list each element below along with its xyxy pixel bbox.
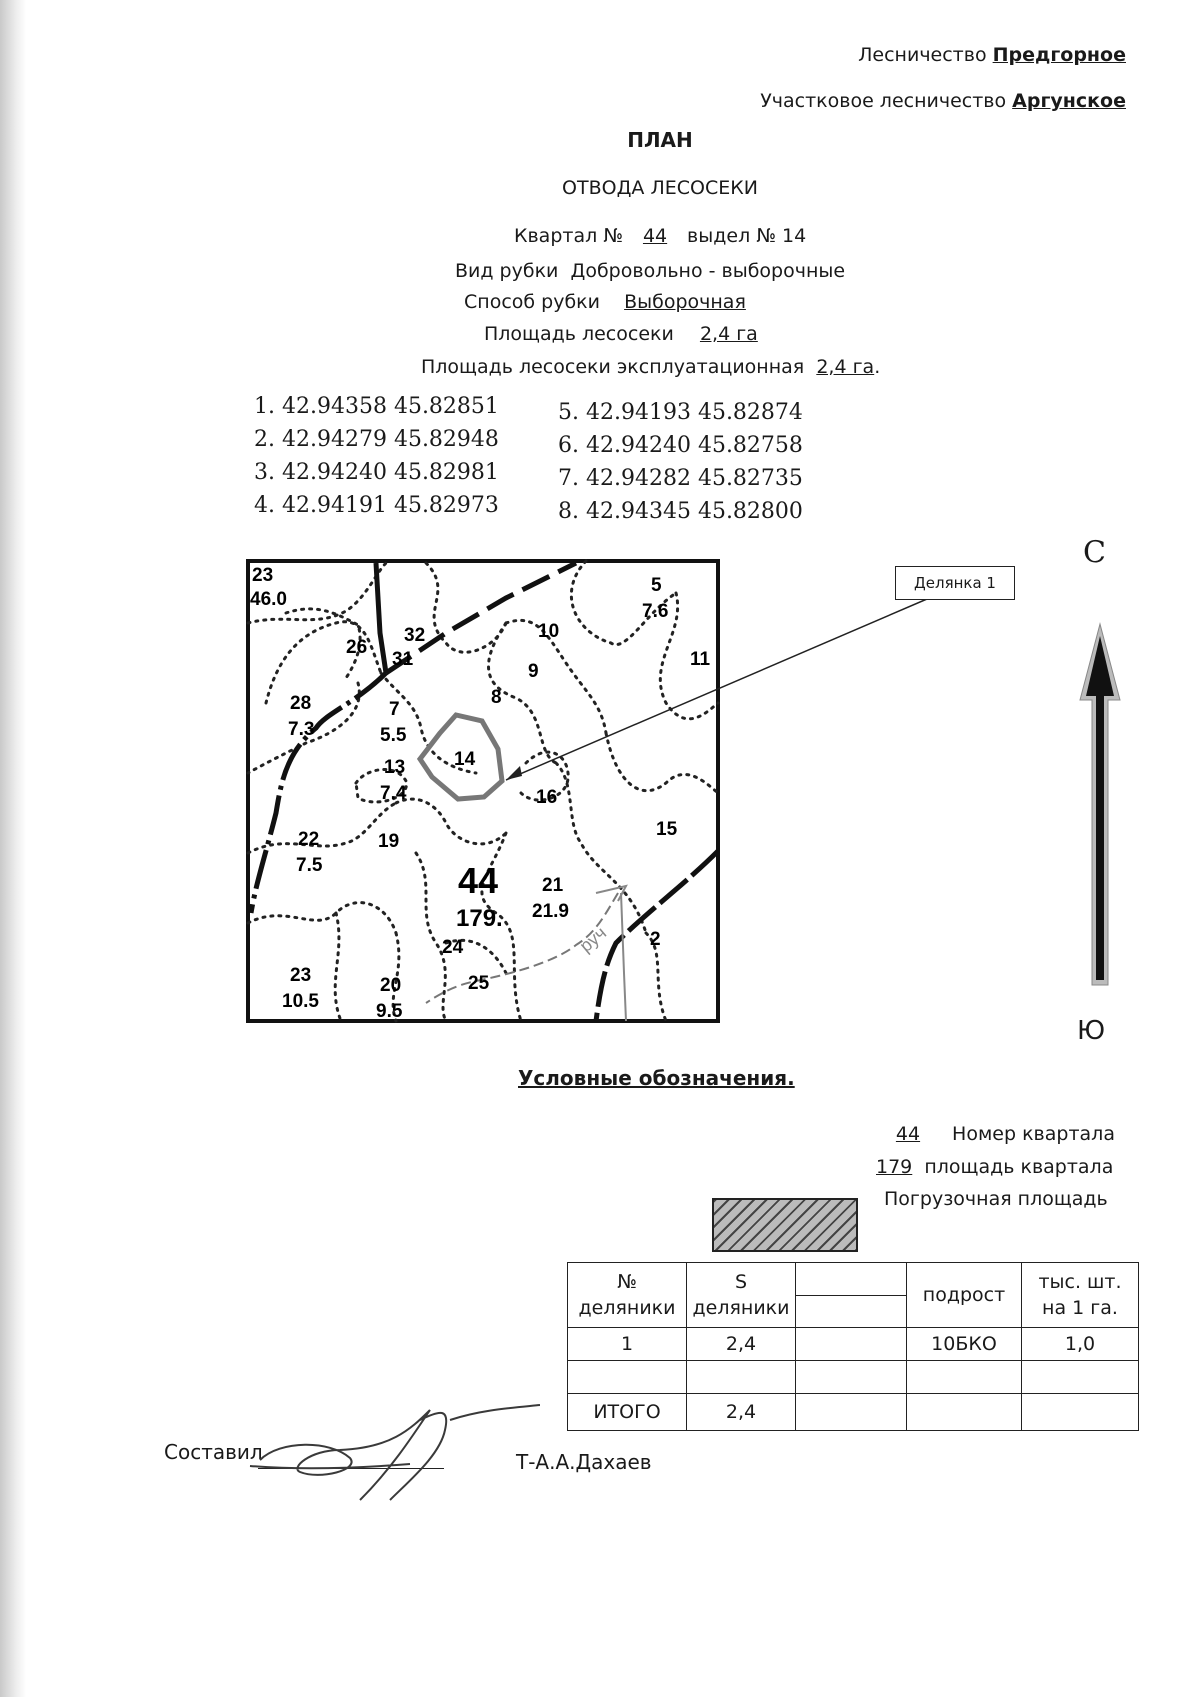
vydel-23-top-area: 46.0 bbox=[250, 589, 287, 610]
cell-empty bbox=[796, 1328, 907, 1361]
district-line bbox=[760, 90, 1126, 112]
vydel-10: 10 bbox=[538, 621, 560, 642]
kvartal-label: Квартал № bbox=[514, 225, 624, 247]
compiler-name: Т-А.А.Дахаев bbox=[516, 1450, 652, 1474]
plan-title: ПЛАН bbox=[627, 128, 693, 152]
stream-label: руч bbox=[575, 922, 611, 957]
vydel-7: 7 bbox=[389, 699, 400, 720]
legend-title: Условные обозначения. bbox=[518, 1066, 795, 1090]
cell-empty bbox=[796, 1361, 907, 1394]
vydel-21: 21 bbox=[542, 875, 564, 896]
north-arrow-icon bbox=[1070, 620, 1130, 990]
cell-empty bbox=[687, 1361, 796, 1394]
callout-leader-line bbox=[506, 596, 934, 780]
legend-quarter-number-label: Номер квартала bbox=[952, 1123, 1115, 1145]
cut-type-value: Добровольно - выборочные bbox=[570, 260, 846, 282]
coordinates-list-left bbox=[254, 394, 499, 526]
callout-box: Делянка 1 bbox=[895, 566, 1015, 600]
area-exp-line bbox=[421, 356, 880, 378]
header-plot-number-line2: деляники bbox=[578, 1297, 676, 1319]
vydel-14: 14 bbox=[454, 749, 476, 770]
coordinate-item: 2. 42.94279 45.82948 bbox=[254, 427, 499, 452]
header-empty-cell bbox=[796, 1295, 907, 1328]
forestry-label: Лесничество bbox=[858, 44, 993, 66]
cell-podrost: 10БКО bbox=[907, 1328, 1022, 1361]
table-row bbox=[568, 1328, 1139, 1361]
coordinates-list-right bbox=[558, 400, 803, 532]
header-empty-cell bbox=[796, 1263, 907, 1296]
vydel-22: 22 bbox=[298, 829, 320, 850]
header-plot-area-line1: S bbox=[734, 1271, 748, 1293]
cell-plot-area: 2,4 bbox=[687, 1328, 796, 1361]
cell-empty bbox=[796, 1394, 907, 1431]
area-exp-value: 2,4 га bbox=[816, 356, 875, 378]
table-row bbox=[568, 1361, 1139, 1394]
district-name: Аргунское bbox=[1012, 90, 1126, 112]
area-line bbox=[484, 323, 850, 345]
vydel-13-area: 7.4 bbox=[380, 783, 407, 804]
cell-plot-number: 1 bbox=[568, 1328, 687, 1361]
vydel-23-bottom: 23 bbox=[290, 965, 312, 986]
cut-type-line bbox=[455, 260, 845, 282]
cut-type-label: Вид рубки bbox=[455, 260, 559, 282]
vydel-21-area: 21.9 bbox=[532, 901, 569, 922]
coordinate-item: 1. 42.94358 45.82851 bbox=[254, 394, 499, 419]
table-total-row bbox=[568, 1394, 1139, 1431]
cell-empty bbox=[1022, 1361, 1139, 1394]
plots-table bbox=[567, 1262, 1139, 1431]
legend-item-quarter-area bbox=[876, 1156, 1113, 1178]
compass-north-label: С bbox=[1083, 535, 1106, 570]
quarter-number-label: 44 bbox=[458, 860, 499, 901]
area-exp-label: Площадь лесосеки эксплуатационная bbox=[421, 356, 805, 378]
header-plot-number-line1: № bbox=[617, 1271, 637, 1293]
vydel-20: 20 bbox=[380, 975, 402, 996]
coordinate-item: 7. 42.94282 45.82735 bbox=[558, 466, 803, 491]
header-plot-area-line2: деляники bbox=[692, 1297, 790, 1319]
area-label: Площадь лесосеки bbox=[484, 323, 674, 345]
vydel-16: 16 bbox=[536, 787, 558, 808]
vydel-23-top: 23 bbox=[252, 565, 274, 586]
legend-item-quarter-number bbox=[870, 1123, 1115, 1145]
kvartal-value: 44 bbox=[642, 225, 668, 247]
loading-area-hatch-swatch bbox=[712, 1198, 858, 1252]
cell-empty bbox=[907, 1361, 1022, 1394]
legend-quarter-area-value: 179 bbox=[876, 1156, 913, 1178]
scan-page-edge bbox=[0, 0, 26, 1697]
cell-total-area: 2,4 bbox=[687, 1394, 796, 1431]
plan-subtitle: ОТВОДА ЛЕСОСЕКИ bbox=[562, 177, 758, 199]
header-density-line1: тыс. шт. bbox=[1038, 1271, 1122, 1293]
coordinate-item: 3. 42.94240 45.82981 bbox=[254, 460, 499, 485]
coordinate-item: 5. 42.94193 45.82874 bbox=[558, 400, 803, 425]
vydel-24: 24 bbox=[442, 937, 464, 958]
vydel-15: 15 bbox=[656, 819, 678, 840]
coordinate-item: 6. 42.94240 45.82758 bbox=[558, 433, 803, 458]
forestry-line bbox=[858, 44, 1126, 66]
cut-method-label: Способ рубки bbox=[464, 291, 600, 313]
header-plot-area bbox=[687, 1263, 796, 1328]
vydel-9: 9 bbox=[528, 661, 539, 682]
coordinate-item: 8. 42.94345 45.82800 bbox=[558, 499, 803, 524]
district-label: Участковое лесничество bbox=[760, 90, 1013, 112]
kvartal-line bbox=[514, 225, 806, 247]
forestry-name: Предгорное bbox=[992, 44, 1126, 66]
compass-south-label: Ю bbox=[1077, 1016, 1106, 1046]
cell-empty bbox=[1022, 1394, 1139, 1431]
vydel-23-bottom-area: 10.5 bbox=[282, 991, 319, 1012]
cell-empty bbox=[907, 1394, 1022, 1431]
header-plot-number bbox=[568, 1263, 687, 1328]
vydel-20-area: 9.5 bbox=[376, 1001, 403, 1022]
vydel-25: 25 bbox=[468, 973, 490, 994]
vydel-22-area: 7.5 bbox=[296, 855, 323, 876]
vydel-7-area: 5.5 bbox=[380, 725, 407, 746]
vydel-5: 5 bbox=[651, 575, 662, 596]
quarter-area-label: 179. bbox=[456, 905, 503, 932]
vydel-11: 11 bbox=[690, 649, 711, 670]
cut-method-line bbox=[464, 291, 864, 313]
callout-arrowhead-icon bbox=[506, 766, 522, 780]
area-exp-dot: . bbox=[874, 356, 881, 378]
vydel-28-area: 7.3 bbox=[288, 719, 315, 740]
legend-quarter-number-value: 44 bbox=[895, 1123, 921, 1145]
vydel-13: 13 bbox=[384, 757, 406, 778]
vydel-2: 2 bbox=[650, 929, 661, 950]
coordinate-item: 4. 42.94191 45.82973 bbox=[254, 493, 499, 518]
vydel-31: 31 bbox=[392, 649, 414, 670]
table-header-row bbox=[568, 1263, 1139, 1296]
vydel-19: 19 bbox=[378, 831, 400, 852]
vydel-32: 32 bbox=[404, 625, 426, 646]
area-value: 2,4 га bbox=[699, 323, 758, 345]
compiled-by-label: Составил bbox=[164, 1440, 263, 1464]
header-density bbox=[1022, 1263, 1139, 1328]
vydel-8: 8 bbox=[491, 687, 502, 708]
cut-method-value: Выборочная bbox=[624, 291, 746, 313]
vydel-28: 28 bbox=[290, 693, 312, 714]
vydel-label: выдел № 14 bbox=[687, 225, 807, 247]
cell-density: 1,0 bbox=[1022, 1328, 1139, 1361]
header-podrost: подрост bbox=[907, 1263, 1022, 1328]
header-density-line2: на 1 га. bbox=[1042, 1297, 1118, 1319]
legend-quarter-area-label: площадь квартала bbox=[924, 1156, 1114, 1178]
legend-item-loading-area: Погрузочная площадь bbox=[884, 1188, 1108, 1210]
vydel-5-area: 7.6 bbox=[642, 601, 669, 622]
cell-total-label: ИТОГО bbox=[568, 1394, 687, 1431]
cell-empty bbox=[568, 1361, 687, 1394]
vydel-26: 26 bbox=[346, 637, 368, 658]
handwritten-signature bbox=[240, 1400, 540, 1520]
